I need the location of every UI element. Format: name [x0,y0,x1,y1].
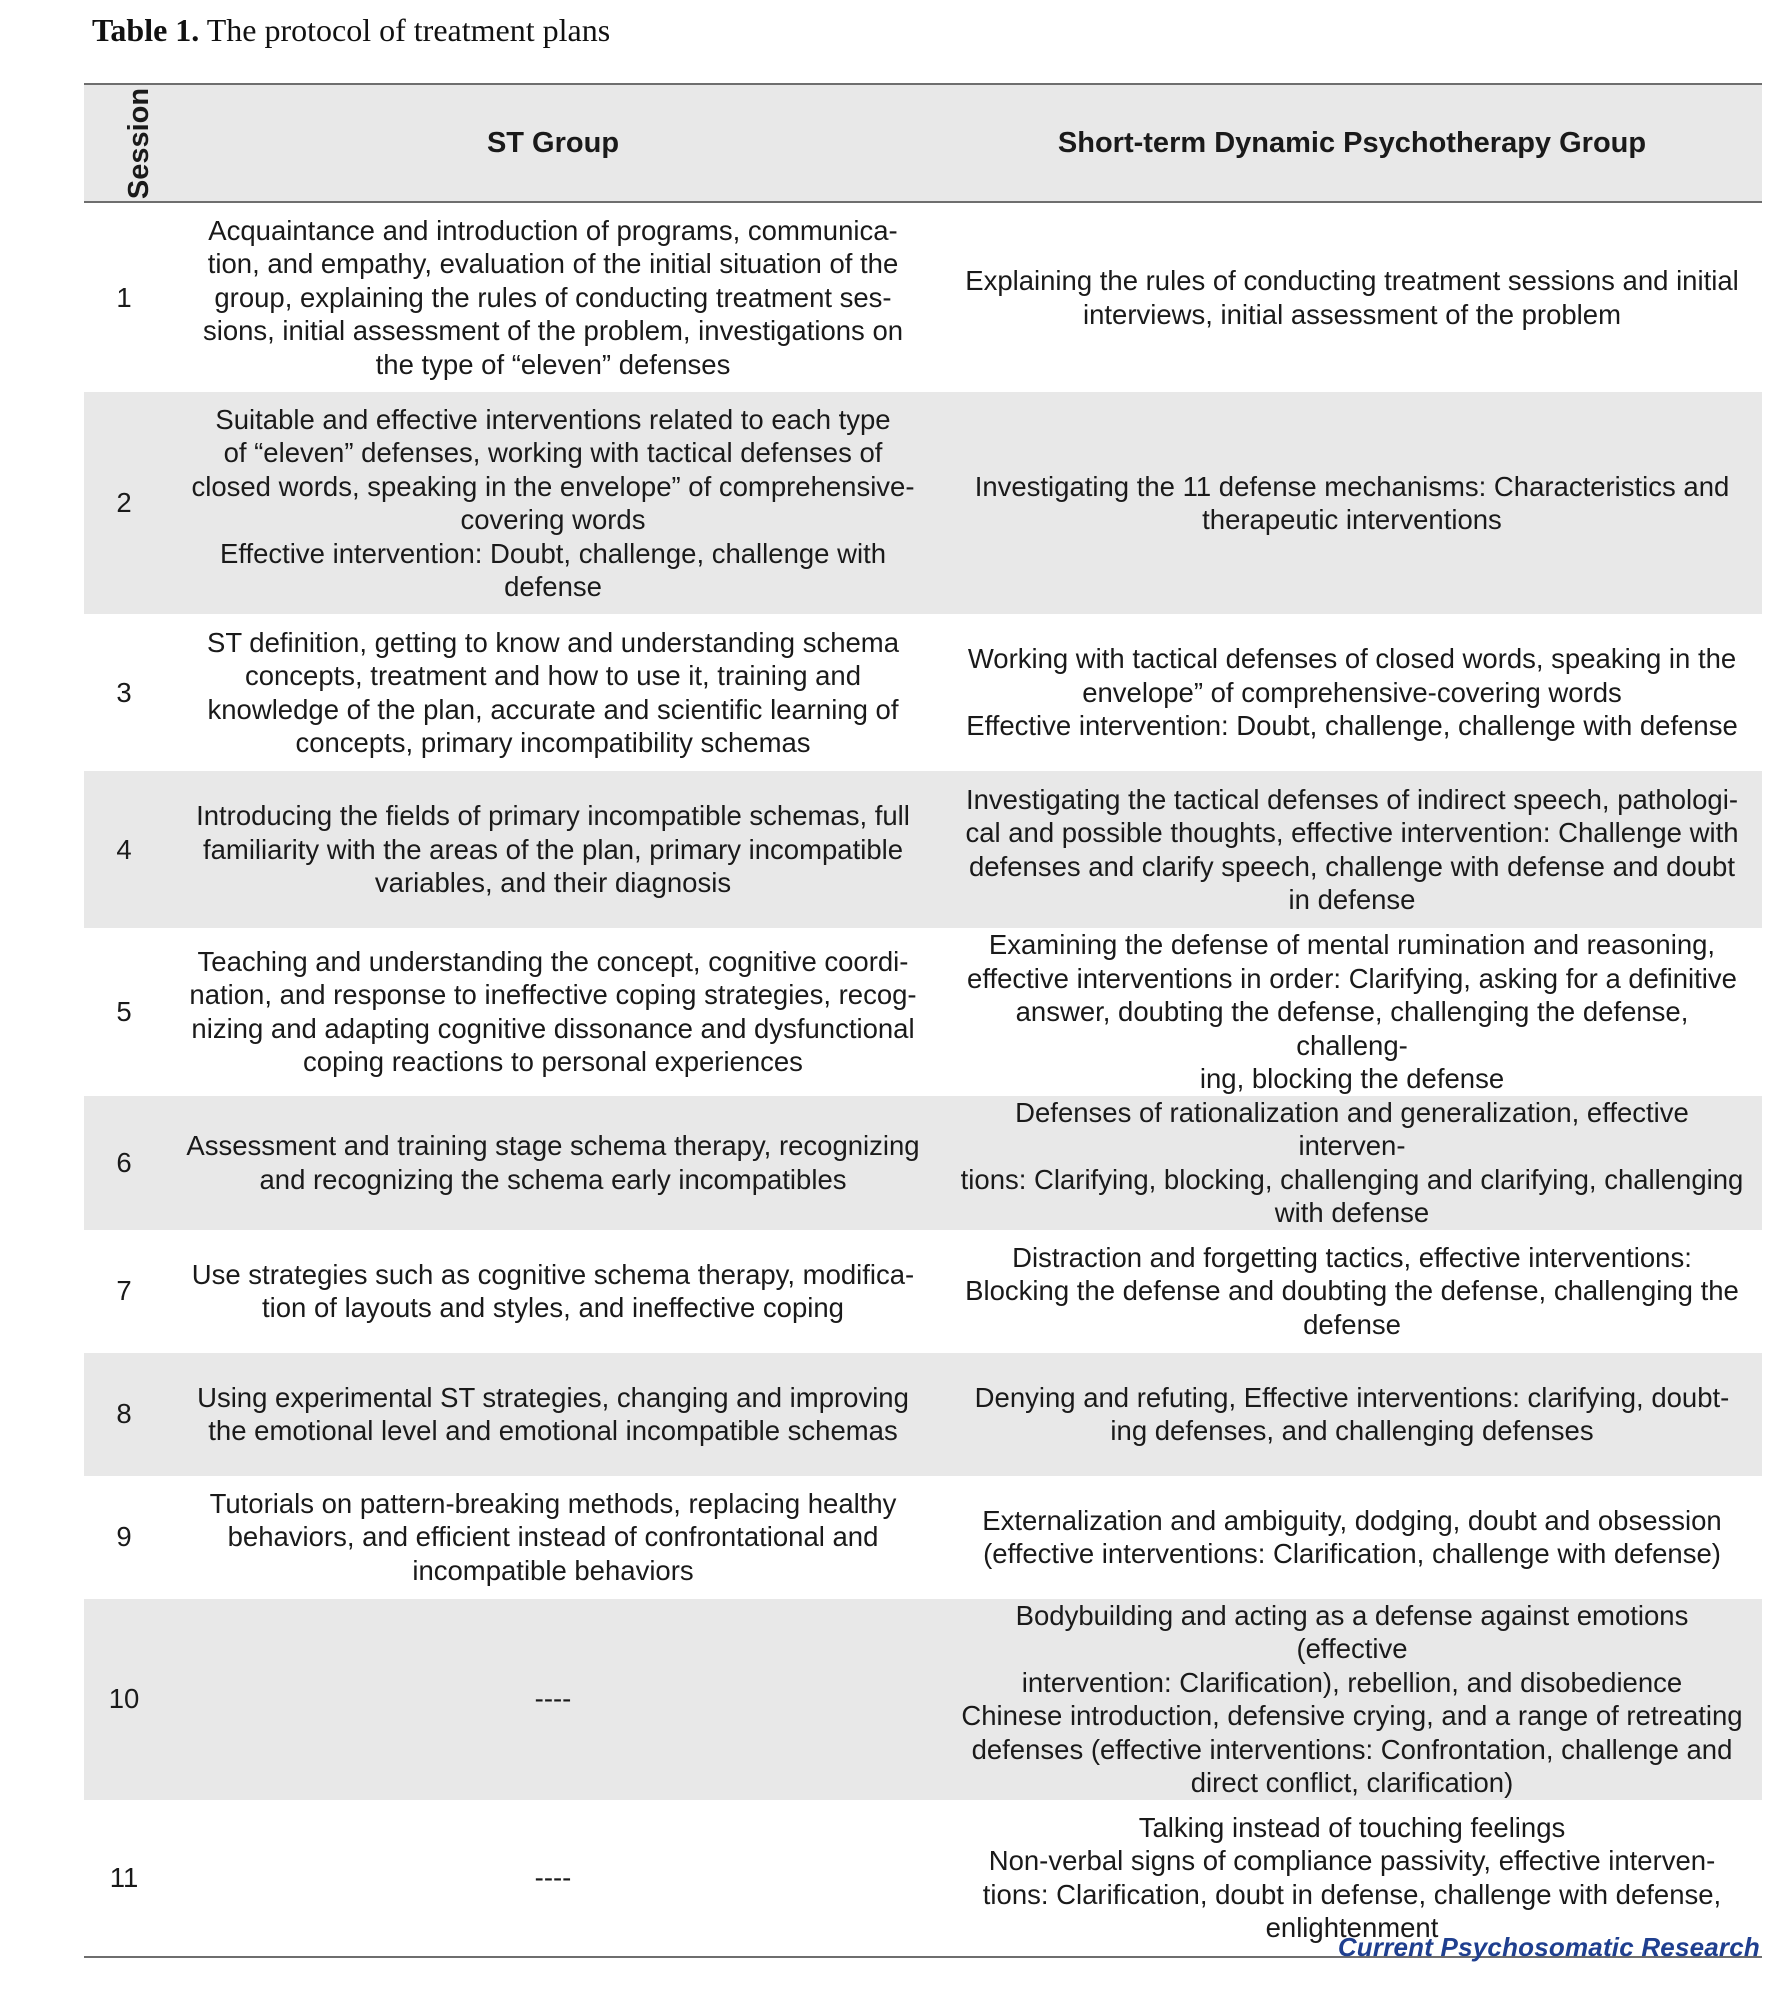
st-group-cell: Assessment and training stage schema therapy, recognizing and recognizing the schema early incompatibles [186,1130,920,1195]
stdp-group-cell: Bodybuilding and acting as a defense against emotions (effective intervention: Clarification), rebellion, and disobedience Chinese introduction, defensive crying, and a range of retreating defenses (effective interventions: Confrontation, challenge and direct conflict, clarification) [961,1599,1743,1798]
session-number: 11 [109,1861,139,1893]
stdp-group-cell: Explaining the rules of conducting treatment sessions and initial interviews, initial assessment of the problem [965,265,1739,330]
stdp-group-cell: Defenses of rationalization and generalization, effective interven- tions: Clarifying, blocking, challenging and clarifying, challenging with defense [960,1096,1744,1228]
stdp-group-cell: Working with tactical defenses of closed words, speaking in the envelope” of comprehensive-covering words Effective intervention: Doubt, challenge, challenge with defense [966,643,1738,742]
st-group-cell: Introducing the fields of primary incompatible schemas, full familiarity with the areas of the plan, primary incompatible variables, and their diagnosis [196,800,910,899]
session-number: 6 [116,1146,132,1178]
st-group-cell: Acquaintance and introduction of programs, communica- tion, and empathy, evaluation of the initial situation of the group, explaining the rules of conducting treatment ses- sions, initial assessment of the problem, investigations on the type of “eleven” defenses [202,214,904,380]
session-number: 9 [116,1521,132,1553]
header-st-group: ST Group [164,84,942,202]
session-number: 7 [116,1275,132,1307]
journal-logo-text: Current Psychosomatic Research [1337,1932,1760,1962]
session-number: 1 [116,281,132,313]
st-group-cell: Tutorials on pattern-breaking methods, replacing healthy behaviors, and efficient instead of confrontational and incompatible behaviors [209,1487,897,1586]
stdp-group-cell: Investigating the 11 defense mechanisms: Characteristics and therapeutic interventions [974,470,1730,535]
table-row [84,392,1762,614]
stdp-group-cell: Distraction and forgetting tactics, effective interventions: Blocking the defense and doubting the defense, challenging the defense [965,1241,1739,1340]
st-group-cell: ---- [534,1683,572,1715]
session-number: 8 [116,1398,132,1430]
stdp-group-cell: Denying and refuting, Effective interventions: clarifying, doubt- ing defenses, and challenging defenses [974,1381,1730,1446]
table-row [84,1096,1762,1230]
session-number: 2 [116,487,132,519]
st-group-cell: Teaching and understanding the concept, cognitive coordi- nation, and response to ineffective coping strategies, recog- nizing and adapting cognitive dissonance and dysfunctional coping reactions to personal experiences [189,945,917,1078]
table-row [84,1599,1762,1800]
session-number: 4 [116,833,132,865]
caption-label: Table 1. [92,12,200,48]
stdp-group-cell: Examining the defense of mental rumination and reasoning, effective interventions in order: Clarifying, asking for a definitive answer, doubting the defense, challenging the defense, challeng- ing, blocking the defense [967,929,1737,1094]
table-row [84,614,1762,771]
table-row [84,1476,1762,1599]
table-row [84,202,1762,392]
protocol-table [84,83,1762,1958]
table-row [84,771,1762,928]
table-row [84,1353,1762,1476]
table-header-row [84,84,1762,202]
table-row [84,1230,1762,1353]
st-group-cell: ST definition, getting to know and understanding schema concepts, treatment and how to use it, training and knowledge of the plan, accurate and scientific learning of concepts, primary incompatibility schemas [206,626,900,758]
session-number: 3 [116,676,132,708]
st-group-cell: Use strategies such as cognitive schema therapy, modifica- tion of layouts and styles, and ineffective coping [191,1258,915,1323]
session-number: 5 [116,996,132,1027]
stdp-group-cell: Investigating the tactical defenses of indirect speech, pathologi- cal and possible thoughts, effective intervention: Challenge with defenses and clarify speech, challenge with defense and doubt in defense [965,783,1739,915]
header-stdp-group: Short-term Dynamic Psychotherapy Group [942,84,1762,202]
table-caption [92,12,610,49]
st-group-cell: ---- [534,1861,572,1893]
session-number: 10 [108,1683,140,1715]
caption-text: The protocol of treatment plans [206,12,611,48]
table-row [84,928,1762,1096]
st-group-cell: Using experimental ST strategies, changing and improving the emotional level and emotional incompatible schemas [197,1381,909,1446]
st-group-cell: Suitable and effective interventions related to each type of “eleven” defenses, working with tactical defenses of closed words, speaking in the envelope” of comprehensive- covering words Effective intervention: Doubt, challenge, challenge with defense [191,403,915,602]
stdp-group-cell: Talking instead of touching feelings Non-verbal signs of compliance passivity, effective interven- tions: Clarification, doubt in defense, challenge with defense, enlightenment [982,1811,1722,1943]
stdp-group-cell: Externalization and ambiguity, dodging, doubt and obsession (effective interventions: Clarification, challenge with defense) [982,1504,1722,1569]
header-session: Session [84,84,164,202]
